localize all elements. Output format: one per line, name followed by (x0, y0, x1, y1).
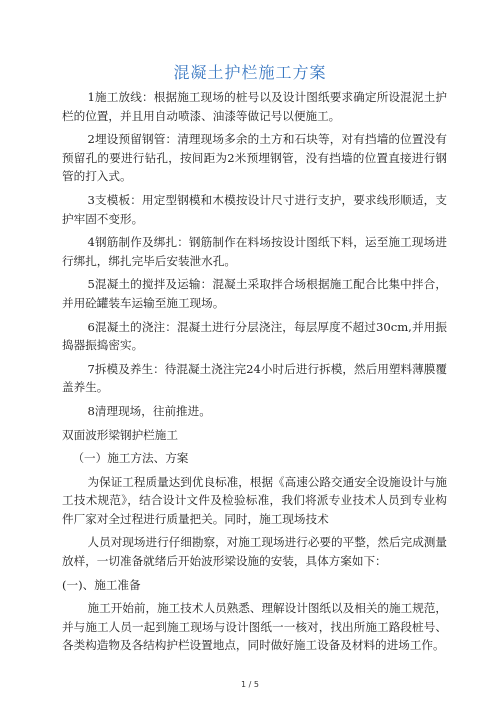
paragraph-8: 8清理现场，往前推进。 (87, 403, 211, 418)
paragraph-1: 1施工放线：根据施工现场的桩号以及设计图纸要求确定所设混泥土护栏的位置，并且用自动喷漆、油漆等做记号以便施工。 (62, 90, 447, 123)
paragraph-6: 6混凝土的浇注：混凝土进行分层浇注，每层厚度不超过30cm,并用振捣器振捣密实。 (62, 319, 447, 353)
page-number: 1 / 5 (241, 680, 259, 689)
preparation-heading: (一)、施工准备 (62, 577, 141, 592)
paragraph-3: 3支模板：用定型钢模和木模按设计尺寸进行支护，要求线形顺适，支护牢固不变形。 (62, 192, 447, 226)
paragraph-intro: 为保证工程质量达到优良标准，根据《高速公路交通安全设施设计与施工技术规范》，结合设计文件及检验标准，我们将派专业技术人员到专业构件厂家对全过程进行质量把关。同时，施工现场技术 (62, 474, 447, 526)
section-heading: 双面波形梁钢护栏施工 (62, 427, 178, 442)
subsection-heading: （一）施工方法、方案 (72, 451, 189, 466)
paragraph-7: 7拆模及养生：待混凝土浇注完24小时后进行拆模，然后用塑料薄膜覆盖养生。 (62, 361, 447, 395)
document-body (62, 88, 447, 660)
paragraph-5: 5混凝土的搅拌及运输：混凝土采取拌合场根据施工配合比集中拌合，并用砼罐装车运输至施工现场。 (62, 277, 447, 310)
document-title: 混凝土护栏施工方案 (173, 63, 327, 82)
paragraph-4: 4钢筋制作及绑扎：钢筋制作在料场按设计图纸下料，运至施工现场进行绑扎，绑扎完毕后安装泄水孔。 (62, 235, 447, 268)
paragraph-preparation: 施工开始前，施工技术人员熟悉、理解设计图纸以及相关的施工规范，并与施工人员一起到施工现场与设计图纸一一核对，找出所施工路段桩号、各类构造物及各结构护栏设置地点，同时做好施工设备及材料的进场工作。 (62, 601, 447, 653)
paragraph-survey: 人员对现场进行仔细勘察，对施工现场进行必要的平整，然后完成测量放样，一切准备就绪后开始波形梁设施的安装，具体方案如下： (62, 535, 447, 569)
paragraph-2: 2埋设预留钢管：清理现场多余的土方和石块等，对有挡墙的位置没有预留孔的要进行钻孔，按间距为2米预埋钢管，没有挡墙的位置直接进行钢管的打入式。 (62, 132, 447, 184)
